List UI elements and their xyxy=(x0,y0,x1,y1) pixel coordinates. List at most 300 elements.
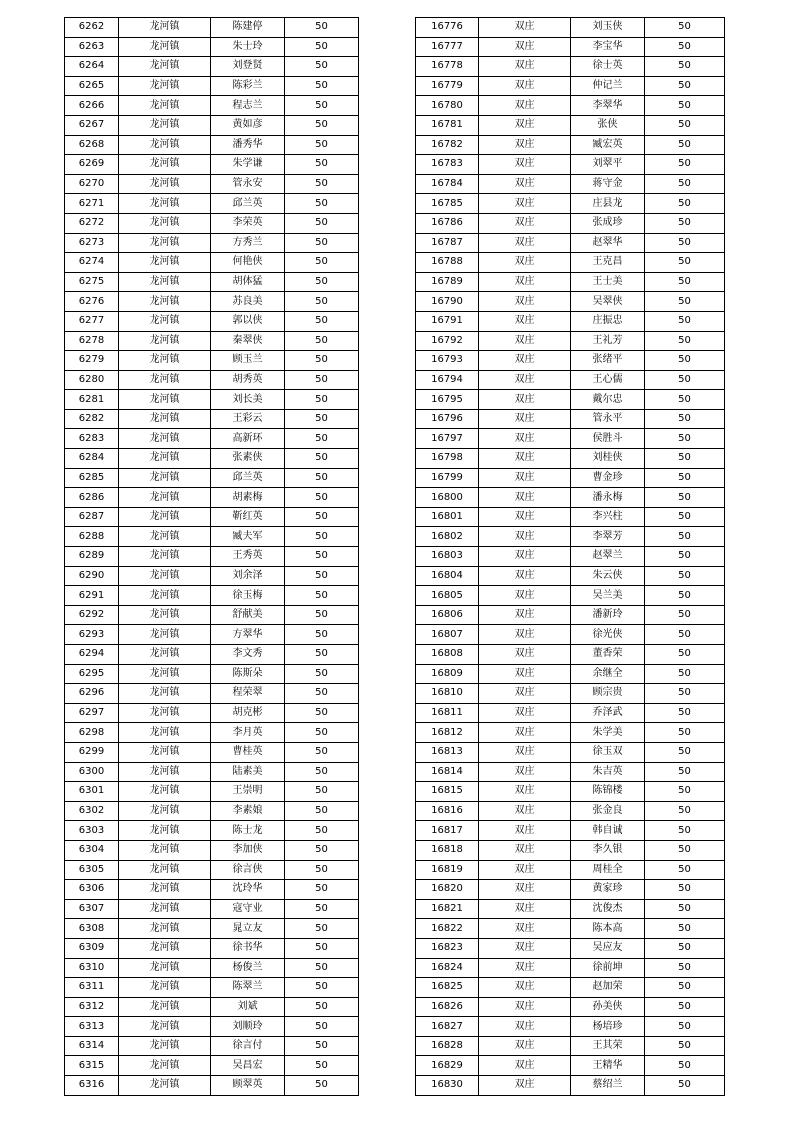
town-cell: 双庄 xyxy=(479,978,571,998)
table-row xyxy=(416,801,725,821)
town-cell: 龙河镇 xyxy=(119,351,211,371)
table-row xyxy=(65,899,359,919)
id-cell: 16822 xyxy=(416,919,479,939)
table-row xyxy=(65,18,359,38)
amount-cell: 50 xyxy=(285,801,359,821)
town-cell: 龙河镇 xyxy=(119,1076,211,1096)
table-row xyxy=(416,919,725,939)
id-cell: 6276 xyxy=(65,292,119,312)
id-cell: 6262 xyxy=(65,18,119,38)
amount-cell: 50 xyxy=(285,566,359,586)
amount-cell: 50 xyxy=(645,311,725,331)
name-cell: 仲记兰 xyxy=(571,76,645,96)
id-cell: 6266 xyxy=(65,96,119,116)
amount-cell: 50 xyxy=(285,253,359,273)
table-row xyxy=(416,311,725,331)
id-cell: 6309 xyxy=(65,938,119,958)
name-cell: 韩自诚 xyxy=(571,821,645,841)
id-cell: 16798 xyxy=(416,449,479,469)
amount-cell: 50 xyxy=(285,978,359,998)
town-cell: 双庄 xyxy=(479,115,571,135)
amount-cell: 50 xyxy=(285,37,359,57)
town-cell: 龙河镇 xyxy=(119,488,211,508)
id-cell: 6290 xyxy=(65,566,119,586)
table-row xyxy=(65,233,359,253)
amount-cell: 50 xyxy=(285,899,359,919)
id-cell: 16830 xyxy=(416,1076,479,1096)
name-cell: 吴昌宏 xyxy=(211,1056,285,1076)
amount-cell: 50 xyxy=(285,821,359,841)
amount-cell: 50 xyxy=(285,96,359,116)
id-cell: 16788 xyxy=(416,253,479,273)
name-cell: 陆素美 xyxy=(211,762,285,782)
id-cell: 6296 xyxy=(65,684,119,704)
amount-cell: 50 xyxy=(645,527,725,547)
id-cell: 16791 xyxy=(416,311,479,331)
town-cell: 龙河镇 xyxy=(119,37,211,57)
table-row xyxy=(416,645,725,665)
town-cell: 双庄 xyxy=(479,155,571,175)
name-cell: 侯胜斗 xyxy=(571,429,645,449)
table-row xyxy=(65,723,359,743)
town-cell: 双庄 xyxy=(479,57,571,77)
name-cell: 潘秀华 xyxy=(211,135,285,155)
town-cell: 双庄 xyxy=(479,213,571,233)
town-cell: 双庄 xyxy=(479,468,571,488)
town-cell: 龙河镇 xyxy=(119,880,211,900)
town-cell: 双庄 xyxy=(479,292,571,312)
town-cell: 双庄 xyxy=(479,233,571,253)
id-cell: 6265 xyxy=(65,76,119,96)
name-cell: 何艳侠 xyxy=(211,253,285,273)
id-cell: 16813 xyxy=(416,742,479,762)
name-cell: 顾翠英 xyxy=(211,1076,285,1096)
town-cell: 双庄 xyxy=(479,762,571,782)
id-cell: 6314 xyxy=(65,1036,119,1056)
name-cell: 臧宏英 xyxy=(571,135,645,155)
name-cell: 顾玉兰 xyxy=(211,351,285,371)
id-cell: 16795 xyxy=(416,390,479,410)
amount-cell: 50 xyxy=(645,919,725,939)
id-cell: 16814 xyxy=(416,762,479,782)
name-cell: 蔡绍兰 xyxy=(571,1076,645,1096)
table-row xyxy=(65,1036,359,1056)
town-cell: 龙河镇 xyxy=(119,919,211,939)
table-row xyxy=(416,174,725,194)
table-row xyxy=(65,488,359,508)
town-cell: 双庄 xyxy=(479,723,571,743)
id-cell: 6293 xyxy=(65,625,119,645)
amount-cell: 50 xyxy=(645,18,725,38)
id-cell: 16799 xyxy=(416,468,479,488)
table-row xyxy=(65,742,359,762)
amount-cell: 50 xyxy=(285,429,359,449)
amount-cell: 50 xyxy=(285,213,359,233)
amount-cell: 50 xyxy=(645,507,725,527)
name-cell: 刘斌 xyxy=(211,997,285,1017)
table-row xyxy=(416,821,725,841)
name-cell: 李兴柱 xyxy=(571,507,645,527)
id-cell: 16800 xyxy=(416,488,479,508)
town-cell: 双庄 xyxy=(479,1036,571,1056)
amount-cell: 50 xyxy=(645,762,725,782)
table-row xyxy=(416,684,725,704)
town-cell: 双庄 xyxy=(479,488,571,508)
name-cell: 王精华 xyxy=(571,1056,645,1076)
name-cell: 李宝华 xyxy=(571,37,645,57)
amount-cell: 50 xyxy=(285,76,359,96)
id-cell: 6282 xyxy=(65,409,119,429)
id-cell: 6263 xyxy=(65,37,119,57)
id-cell: 16825 xyxy=(416,978,479,998)
table-row xyxy=(65,253,359,273)
amount-cell: 50 xyxy=(285,468,359,488)
name-cell: 杨培珍 xyxy=(571,1017,645,1037)
town-cell: 双庄 xyxy=(479,370,571,390)
id-cell: 6288 xyxy=(65,527,119,547)
table-row xyxy=(65,566,359,586)
name-cell: 陈彩兰 xyxy=(211,76,285,96)
id-cell: 16824 xyxy=(416,958,479,978)
table-row xyxy=(416,978,725,998)
id-cell: 16793 xyxy=(416,351,479,371)
town-cell: 双庄 xyxy=(479,37,571,57)
amount-cell: 50 xyxy=(285,703,359,723)
amount-cell: 50 xyxy=(645,449,725,469)
table-row xyxy=(416,547,725,567)
id-cell: 16821 xyxy=(416,899,479,919)
name-cell: 陈士龙 xyxy=(211,821,285,841)
town-cell: 龙河镇 xyxy=(119,253,211,273)
name-cell: 朱吉英 xyxy=(571,762,645,782)
town-cell: 双庄 xyxy=(479,899,571,919)
town-cell: 双庄 xyxy=(479,547,571,567)
amount-cell: 50 xyxy=(645,37,725,57)
id-cell: 16776 xyxy=(416,18,479,38)
name-cell: 王士美 xyxy=(571,272,645,292)
town-cell: 双庄 xyxy=(479,253,571,273)
amount-cell: 50 xyxy=(285,331,359,351)
id-cell: 6285 xyxy=(65,468,119,488)
town-cell: 龙河镇 xyxy=(119,723,211,743)
id-cell: 6304 xyxy=(65,840,119,860)
table-row xyxy=(416,723,725,743)
table-row xyxy=(65,194,359,214)
amount-cell: 50 xyxy=(645,331,725,351)
name-cell: 张金良 xyxy=(571,801,645,821)
id-cell: 16806 xyxy=(416,605,479,625)
id-cell: 16827 xyxy=(416,1017,479,1037)
amount-cell: 50 xyxy=(285,449,359,469)
town-cell: 龙河镇 xyxy=(119,958,211,978)
amount-cell: 50 xyxy=(645,213,725,233)
amount-cell: 50 xyxy=(645,997,725,1017)
amount-cell: 50 xyxy=(645,488,725,508)
name-cell: 余继全 xyxy=(571,664,645,684)
amount-cell: 50 xyxy=(285,233,359,253)
town-cell: 双庄 xyxy=(479,645,571,665)
name-cell: 王克昌 xyxy=(571,253,645,273)
town-cell: 龙河镇 xyxy=(119,155,211,175)
amount-cell: 50 xyxy=(285,586,359,606)
name-cell: 庄振忠 xyxy=(571,311,645,331)
table-row xyxy=(65,782,359,802)
id-cell: 16807 xyxy=(416,625,479,645)
table-row xyxy=(416,664,725,684)
town-cell: 龙河镇 xyxy=(119,860,211,880)
table-row xyxy=(416,742,725,762)
amount-cell: 50 xyxy=(285,742,359,762)
amount-cell: 50 xyxy=(285,174,359,194)
name-cell: 程荣翠 xyxy=(211,684,285,704)
town-cell: 龙河镇 xyxy=(119,311,211,331)
id-cell: 6289 xyxy=(65,547,119,567)
amount-cell: 50 xyxy=(285,155,359,175)
table-row xyxy=(65,507,359,527)
town-cell: 龙河镇 xyxy=(119,370,211,390)
amount-cell: 50 xyxy=(645,605,725,625)
town-cell: 双庄 xyxy=(479,76,571,96)
name-cell: 晁立友 xyxy=(211,919,285,939)
town-cell: 双庄 xyxy=(479,1076,571,1096)
town-cell: 双庄 xyxy=(479,997,571,1017)
table-row xyxy=(416,76,725,96)
town-cell: 龙河镇 xyxy=(119,96,211,116)
town-cell: 龙河镇 xyxy=(119,938,211,958)
name-cell: 吴兰美 xyxy=(571,586,645,606)
id-cell: 6303 xyxy=(65,821,119,841)
table-row xyxy=(65,527,359,547)
table-row xyxy=(416,625,725,645)
name-cell: 陈翠兰 xyxy=(211,978,285,998)
id-cell: 16783 xyxy=(416,155,479,175)
table-row xyxy=(65,919,359,939)
town-cell: 双庄 xyxy=(479,507,571,527)
town-cell: 双庄 xyxy=(479,311,571,331)
id-cell: 6283 xyxy=(65,429,119,449)
town-cell: 双庄 xyxy=(479,703,571,723)
name-cell: 沈玲华 xyxy=(211,880,285,900)
id-cell: 16815 xyxy=(416,782,479,802)
id-cell: 16826 xyxy=(416,997,479,1017)
town-cell: 双庄 xyxy=(479,429,571,449)
name-cell: 管永安 xyxy=(211,174,285,194)
table-row xyxy=(65,1056,359,1076)
table-row xyxy=(65,370,359,390)
name-cell: 黄家珍 xyxy=(571,880,645,900)
name-cell: 苏良美 xyxy=(211,292,285,312)
name-cell: 胡素梅 xyxy=(211,488,285,508)
right-table xyxy=(415,17,725,1096)
town-cell: 龙河镇 xyxy=(119,684,211,704)
id-cell: 16829 xyxy=(416,1056,479,1076)
amount-cell: 50 xyxy=(285,938,359,958)
id-cell: 16784 xyxy=(416,174,479,194)
id-cell: 16828 xyxy=(416,1036,479,1056)
town-cell: 双庄 xyxy=(479,194,571,214)
amount-cell: 50 xyxy=(645,1056,725,1076)
town-cell: 双庄 xyxy=(479,1056,571,1076)
amount-cell: 50 xyxy=(645,880,725,900)
town-cell: 龙河镇 xyxy=(119,997,211,1017)
id-cell: 6273 xyxy=(65,233,119,253)
amount-cell: 50 xyxy=(285,292,359,312)
name-cell: 陈锦楼 xyxy=(571,782,645,802)
name-cell: 方翠华 xyxy=(211,625,285,645)
amount-cell: 50 xyxy=(285,351,359,371)
amount-cell: 50 xyxy=(285,860,359,880)
name-cell: 管永平 xyxy=(571,409,645,429)
id-cell: 16792 xyxy=(416,331,479,351)
id-cell: 16816 xyxy=(416,801,479,821)
amount-cell: 50 xyxy=(285,605,359,625)
id-cell: 6275 xyxy=(65,272,119,292)
table-row xyxy=(416,409,725,429)
name-cell: 郭以侠 xyxy=(211,311,285,331)
name-cell: 朱云侠 xyxy=(571,566,645,586)
name-cell: 刘翠平 xyxy=(571,155,645,175)
amount-cell: 50 xyxy=(285,782,359,802)
name-cell: 刘顺玲 xyxy=(211,1017,285,1037)
town-cell: 双庄 xyxy=(479,958,571,978)
id-cell: 6306 xyxy=(65,880,119,900)
table-row xyxy=(65,311,359,331)
amount-cell: 50 xyxy=(645,821,725,841)
id-cell: 6310 xyxy=(65,958,119,978)
amount-cell: 50 xyxy=(645,742,725,762)
town-cell: 龙河镇 xyxy=(119,586,211,606)
name-cell: 刘玉侠 xyxy=(571,18,645,38)
name-cell: 李翠芳 xyxy=(571,527,645,547)
table-row xyxy=(65,762,359,782)
table-row xyxy=(65,115,359,135)
amount-cell: 50 xyxy=(285,311,359,331)
amount-cell: 50 xyxy=(645,409,725,429)
table-row xyxy=(416,213,725,233)
table-row xyxy=(416,233,725,253)
name-cell: 赵翠兰 xyxy=(571,547,645,567)
table-row xyxy=(416,468,725,488)
name-cell: 徐玉双 xyxy=(571,742,645,762)
table-row xyxy=(65,801,359,821)
amount-cell: 50 xyxy=(285,1036,359,1056)
name-cell: 舒献美 xyxy=(211,605,285,625)
name-cell: 邱兰英 xyxy=(211,468,285,488)
name-cell: 吴应友 xyxy=(571,938,645,958)
table-row xyxy=(416,762,725,782)
town-cell: 双庄 xyxy=(479,586,571,606)
id-cell: 16808 xyxy=(416,645,479,665)
amount-cell: 50 xyxy=(285,723,359,743)
table-row xyxy=(65,547,359,567)
amount-cell: 50 xyxy=(645,115,725,135)
town-cell: 龙河镇 xyxy=(119,978,211,998)
name-cell: 潘新玲 xyxy=(571,605,645,625)
table-row xyxy=(65,978,359,998)
id-cell: 16804 xyxy=(416,566,479,586)
town-cell: 双庄 xyxy=(479,18,571,38)
town-cell: 双庄 xyxy=(479,272,571,292)
amount-cell: 50 xyxy=(285,115,359,135)
id-cell: 6307 xyxy=(65,899,119,919)
id-cell: 16817 xyxy=(416,821,479,841)
table-row xyxy=(65,351,359,371)
id-cell: 6280 xyxy=(65,370,119,390)
id-cell: 16803 xyxy=(416,547,479,567)
table-row xyxy=(65,880,359,900)
table-row xyxy=(416,429,725,449)
amount-cell: 50 xyxy=(285,409,359,429)
town-cell: 龙河镇 xyxy=(119,429,211,449)
name-cell: 李荣英 xyxy=(211,213,285,233)
table-row xyxy=(416,96,725,116)
town-cell: 双庄 xyxy=(479,684,571,704)
id-cell: 16823 xyxy=(416,938,479,958)
table-row xyxy=(65,821,359,841)
table-row xyxy=(65,331,359,351)
table-row xyxy=(65,155,359,175)
name-cell: 徐士英 xyxy=(571,57,645,77)
amount-cell: 50 xyxy=(645,174,725,194)
table-row xyxy=(416,997,725,1017)
table-row xyxy=(416,703,725,723)
name-cell: 庄县龙 xyxy=(571,194,645,214)
name-cell: 曹桂英 xyxy=(211,742,285,762)
id-cell: 6312 xyxy=(65,997,119,1017)
table-row xyxy=(416,840,725,860)
town-cell: 双庄 xyxy=(479,351,571,371)
town-cell: 双庄 xyxy=(479,938,571,958)
amount-cell: 50 xyxy=(645,958,725,978)
name-cell: 沈俊杰 xyxy=(571,899,645,919)
name-cell: 张成珍 xyxy=(571,213,645,233)
table-row xyxy=(416,1076,725,1096)
id-cell: 16780 xyxy=(416,96,479,116)
amount-cell: 50 xyxy=(645,272,725,292)
table-row xyxy=(416,135,725,155)
town-cell: 龙河镇 xyxy=(119,331,211,351)
amount-cell: 50 xyxy=(285,840,359,860)
id-cell: 6286 xyxy=(65,488,119,508)
name-cell: 寇守业 xyxy=(211,899,285,919)
id-cell: 16819 xyxy=(416,860,479,880)
id-cell: 6278 xyxy=(65,331,119,351)
town-cell: 龙河镇 xyxy=(119,703,211,723)
town-cell: 龙河镇 xyxy=(119,390,211,410)
table-row xyxy=(416,605,725,625)
table-row xyxy=(416,566,725,586)
name-cell: 李月英 xyxy=(211,723,285,743)
amount-cell: 50 xyxy=(645,155,725,175)
table-row xyxy=(65,272,359,292)
table-row xyxy=(65,409,359,429)
name-cell: 张侠 xyxy=(571,115,645,135)
table-row xyxy=(65,213,359,233)
id-cell: 16809 xyxy=(416,664,479,684)
town-cell: 双庄 xyxy=(479,821,571,841)
id-cell: 16786 xyxy=(416,213,479,233)
amount-cell: 50 xyxy=(645,801,725,821)
id-cell: 16812 xyxy=(416,723,479,743)
town-cell: 龙河镇 xyxy=(119,664,211,684)
name-cell: 杨俊兰 xyxy=(211,958,285,978)
town-cell: 双庄 xyxy=(479,527,571,547)
name-cell: 黄如彦 xyxy=(211,115,285,135)
town-cell: 龙河镇 xyxy=(119,742,211,762)
name-cell: 方秀兰 xyxy=(211,233,285,253)
town-cell: 双庄 xyxy=(479,331,571,351)
town-cell: 龙河镇 xyxy=(119,1056,211,1076)
